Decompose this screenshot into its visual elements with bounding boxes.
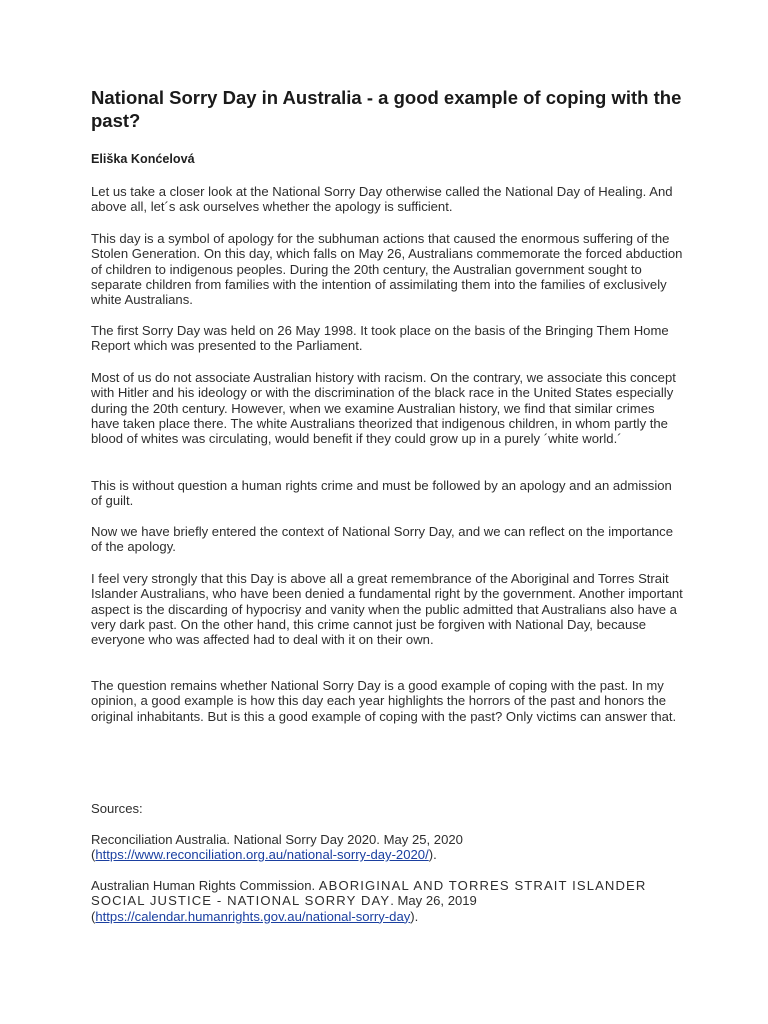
- paragraph-intro: Let us take a closer look at the National Sorry Day otherwise called the National Day of Healing. And above all, let´s ask ourselves whether the apology is sufficient.: [91, 184, 673, 215]
- sources-heading: Sources:: [91, 801, 143, 816]
- paragraph-symbol: This day is a symbol of apology for the subhuman actions that caused the enormous suffering of the Stolen Generation. On this day, which falls on May 26, Australians commemorate the forced abduction of children to indigenous peoples. During the 20th century, the Australian government sought to separate children from families with the intention of assimilating them into the families of exclusively white Australians.: [91, 231, 683, 308]
- paragraph-first-sorry-day: The first Sorry Day was held on 26 May 1998. It took place on the basis of the Bringing Them Home Report which was presented to the Parliament.: [91, 323, 669, 354]
- source-text: Australian Human Rights Commission.: [91, 878, 316, 893]
- paragraph-opinion: I feel very strongly that this Day is above all a great remembrance of the Aboriginal and Torres Strait Islander Australians, who have been denied a fundamental right by the government. Another important aspect is the discarding of hypocrisy and vanity when the public admitted that Australians also have a very dark past. On the other hand, this crime cannot just be forgiven with National Day, because everyone who was affected had to deal with it on their own.: [91, 571, 683, 648]
- source-date: . May 26, 2019: [390, 893, 477, 909]
- source-link-open: (: [91, 847, 96, 863]
- source-link[interactable]: https://www.reconciliation.org.au/national-sorry-day-2020/: [95, 847, 429, 863]
- document-page: [91, 86, 683, 924]
- paragraph-conclusion: The question remains whether National Sorry Day is a good example of coping with the past. In my opinion, a good example is how this day each year highlights the horrors of the past and honors the original inhabitants. But is this a good example of coping with the past? Only victims can answer that.: [91, 678, 677, 724]
- document-title: National Sorry Day in Australia - a good example of coping with the past?: [91, 87, 682, 131]
- paragraph-context: Now we have briefly entered the context of National Sorry Day, and we can reflect on the importance of the apology.: [91, 524, 674, 555]
- source-link-close: ).: [410, 908, 419, 924]
- source-text: Reconciliation Australia. National Sorry Day 2020. May 25, 2020: [91, 832, 463, 847]
- source-link-open: (: [91, 908, 96, 924]
- author-name: Eliška Konćelová: [91, 152, 195, 166]
- source-item: [91, 832, 683, 863]
- source-link-close: ).: [428, 847, 437, 863]
- source-link[interactable]: https://calendar.humanrights.gov.au/national-sorry-day: [95, 908, 411, 924]
- paragraph-crime: This is without question a human rights crime and must be followed by an apology and an admission of guilt.: [91, 478, 672, 509]
- source-caps-title: ABORIGINAL AND TORRES STRAIT ISLANDER SOCIAL JUSTICE - NATIONAL SORRY DAY: [91, 878, 647, 909]
- paragraph-history: Most of us do not associate Australian history with racism. On the contrary, we associate this concept with Hitler and his ideology or with the discrimination of the black race in the United States especially during the 20th century. However, when we examine Australian history, we find that similar crimes have taken place there. The white Australians theorized that indigenous children, in whom partly the blood of whites was circulating, would benefit if they could grow up in a purely ´white world.´: [91, 370, 676, 447]
- source-item: [91, 878, 683, 924]
